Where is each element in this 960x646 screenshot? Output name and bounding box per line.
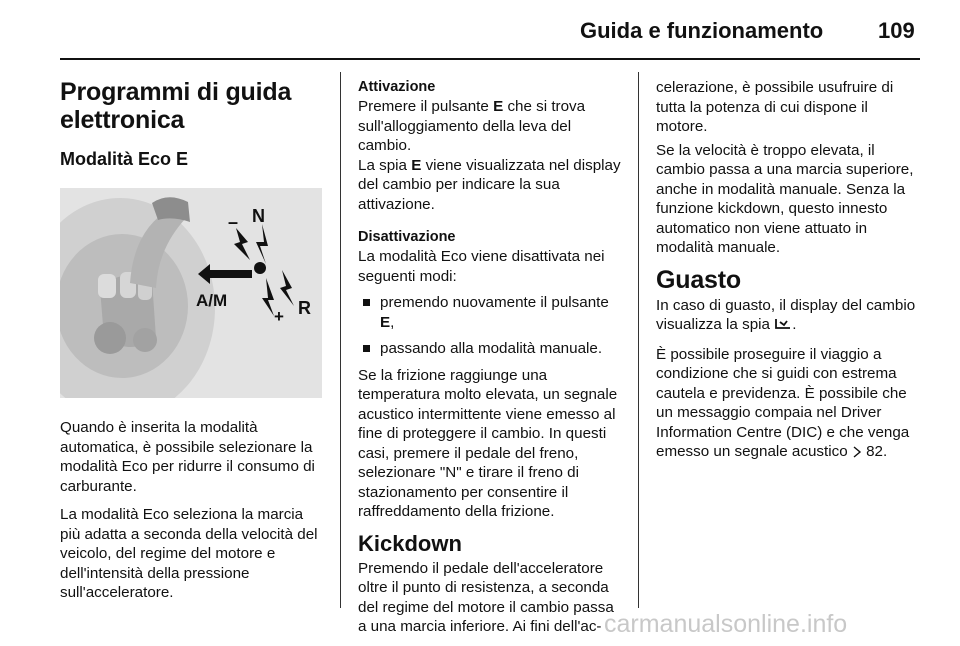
bullet-item: premendo nuovamente il pulsante E, <box>358 293 626 332</box>
figure-label-am: A/M <box>196 291 228 310</box>
bullet-item: passando alla modalità manuale. <box>358 339 626 359</box>
column-2 <box>358 78 626 646</box>
paragraph-eco-intro: Quando è inserita la modalità automatica, è possibile selezionare la modalità Eco per ridurre il consumo di carburante. <box>60 419 315 495</box>
transmission-fault-icon <box>774 317 792 337</box>
heading-kickdown: Kickdown <box>358 530 462 556</box>
figure-label-minus: – <box>228 212 239 232</box>
heading-disattivazione: Disattivazione <box>358 229 456 245</box>
paragraph-eco-description: La modalità Eco seleziona la marcia più adatta a seconda della velocità del veicolo, del regime del motore e dell'intensità della pressione sull'acceleratore. <box>60 506 318 601</box>
page-reference-icon <box>852 444 862 464</box>
section-title: Programmi di guida elettronica <box>60 78 292 134</box>
figure-label-plus: + <box>274 307 284 326</box>
paragraph-attivazione: Premere il pulsante E che si trova sull'alloggiamento della leva del cambio. <box>358 98 586 154</box>
watermark: carmanualsonline.info <box>604 610 848 638</box>
header-rule <box>60 58 920 60</box>
paragraph-proseguire: È possibile proseguire il viaggio a condizione che si guidi con estrema cautela e previdenza. È possibile che un messaggio compaia nel Driver Information Centre (DIC) e che venga emesso un segnale acustico 82. <box>656 345 922 464</box>
paragraph-spia: La spia E viene visualizzata nel display del cambio per indicare la sua attivazione. <box>358 156 621 213</box>
key-e: E <box>380 313 391 331</box>
page-header-title: Guida e funzionamento <box>580 18 824 43</box>
page-reference-number[interactable]: 82 <box>866 443 884 460</box>
key-e: E <box>493 98 504 115</box>
figure-label-n: N <box>252 206 265 226</box>
subsection-title: Modalità Eco E <box>60 149 189 169</box>
key-e: E <box>411 156 422 174</box>
paragraph-kickdown-cont: celerazione, è possibile usufruire di tutta la potenza di cui dispone il motore. <box>656 79 894 135</box>
heading-guasto: Guasto <box>656 265 741 294</box>
bullet-square-icon <box>363 299 370 306</box>
column-1 <box>60 78 326 612</box>
column-3 <box>656 78 922 473</box>
paragraph-velocita: Se la velocità è troppo elevata, il cambio passa a una marcia superiore, anche in modalità manuale. Senza la funzione kickdown, questo innesto automatico non viene attuato in modalità manuale. <box>656 141 914 256</box>
paragraph-disattivazione: La modalità Eco viene disattivata nei seguenti modi: <box>358 248 605 285</box>
paragraph-kickdown: Premendo il pedale dell'acceleratore oltre il punto di resistenza, a seconda del regime del motore il cambio passa a una marcia inferiore. Ai fini dell'ac- <box>358 559 614 635</box>
paragraph-frizione: Se la frizione raggiunge una temperatura molto elevata, un segnale acustico intermittente viene emesso al fine di proteggere il cambio. In questi casi, premere il pedale del freno, selezionare "N" e tirare il freno di stazionamento per consentire il raffreddamento della frizione. <box>358 366 618 520</box>
gear-selector-figure <box>60 188 322 398</box>
figure-label-r: R <box>298 298 311 318</box>
paragraph-guasto: In caso di guasto, il display del cambio visualizza la spia . <box>656 296 922 337</box>
heading-attivazione: Attivazione <box>358 79 436 95</box>
column-divider-1 <box>340 72 341 608</box>
bullet-square-icon <box>363 345 370 352</box>
column-divider-2 <box>638 72 639 608</box>
page-number: 109 <box>878 18 915 43</box>
